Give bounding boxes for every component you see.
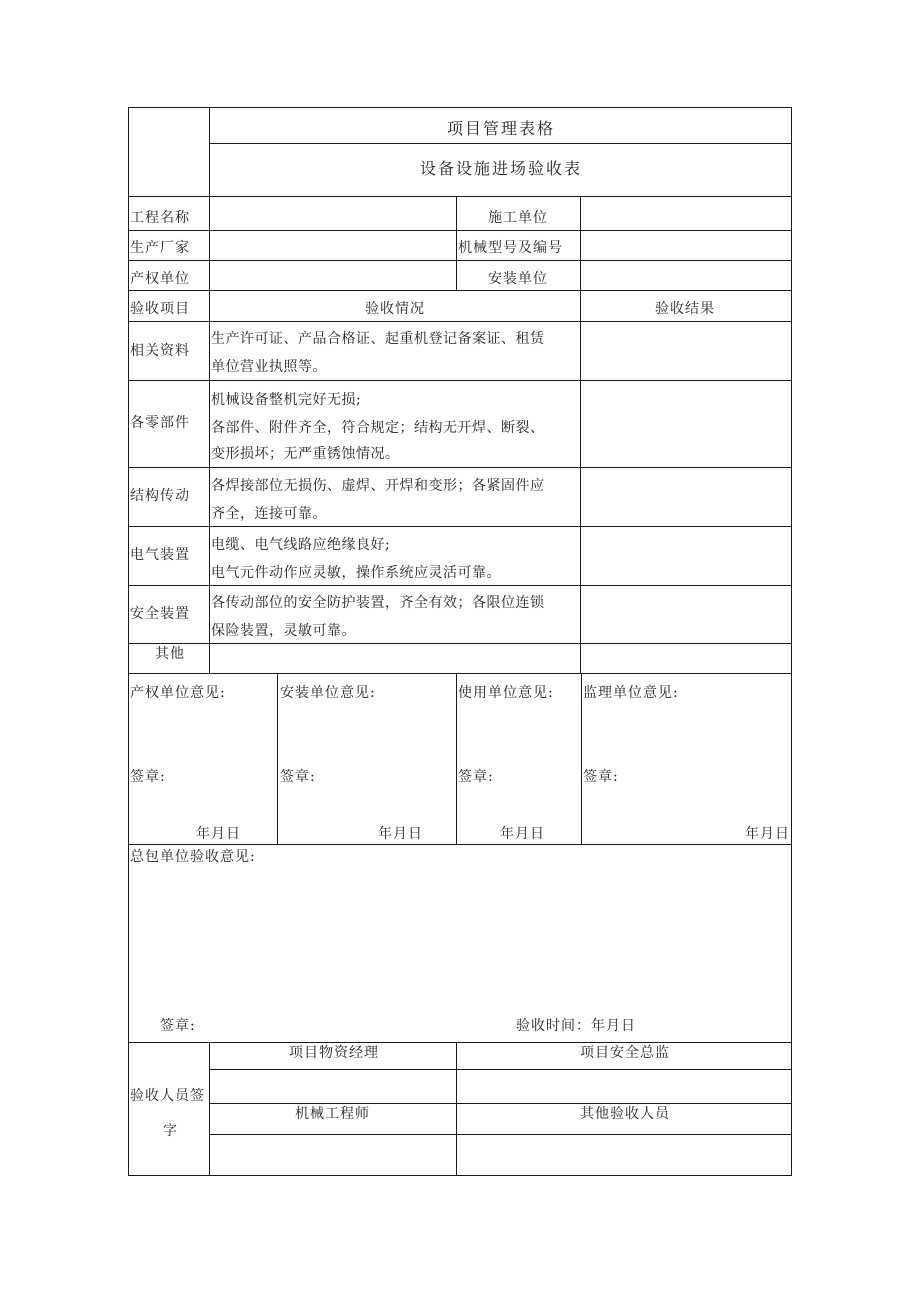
rule — [209, 143, 792, 144]
rule — [128, 1042, 792, 1043]
rule — [791, 107, 792, 1176]
rule — [580, 196, 581, 290]
inspection-text: 各焊接部位无损伤、虚焊、开焊和变形；各紧固件应 — [211, 478, 545, 494]
form-title: 设备设施进场验收表 — [420, 159, 583, 178]
inspection-item: 电气装置 — [130, 547, 190, 563]
general-opinion-label: 总包单位验收意见: — [130, 849, 256, 865]
rule — [128, 290, 792, 291]
rule — [209, 107, 210, 196]
inspection-text: 单位营业执照等。 — [211, 359, 327, 375]
col-item-header: 验收项目 — [130, 301, 190, 317]
rule — [128, 585, 792, 586]
rule — [581, 673, 582, 845]
inspection-item: 相关资料 — [130, 343, 190, 359]
rule — [128, 230, 792, 231]
rule — [209, 1134, 792, 1135]
opinion-stamp: 签章: — [458, 769, 494, 785]
inspection-item: 各零部件 — [130, 415, 190, 431]
opinion-stamp: 签章: — [583, 769, 619, 785]
col-situation-header: 验收情况 — [365, 301, 425, 317]
opinion-label: 使用单位意见: — [458, 685, 554, 701]
opinion-date: 年月日 — [196, 826, 241, 842]
construction-unit-label: 施工单位 — [488, 210, 548, 226]
rule — [456, 1042, 457, 1176]
inspection-text: 电缆、电气线路应绝缘良好; — [211, 537, 391, 553]
col-result-header: 验收结果 — [655, 301, 715, 317]
model-label: 机械型号及编号 — [458, 240, 563, 256]
opinion-label: 安装单位意见: — [280, 685, 376, 701]
rule — [128, 1175, 792, 1176]
other-staff-label: 其他验收人员 — [580, 1106, 670, 1122]
rule — [456, 196, 457, 290]
signature-label-cont: 字 — [163, 1123, 178, 1139]
rule — [128, 380, 792, 381]
material-manager-label: 项目物资经理 — [289, 1045, 379, 1061]
general-time: 验收时间：年月日 — [516, 1018, 636, 1034]
signature-label: 验收人员签 — [130, 1088, 205, 1104]
form-category: 项目管理表格 — [447, 119, 556, 138]
inspection-text: 电气元件动作应灵敏，操作系统应灵活可靠。 — [211, 565, 501, 581]
rule — [128, 196, 792, 197]
rule — [128, 107, 792, 108]
inspection-text: 生产许可证、产品合格证、起重机登记备案证、租赁 — [211, 331, 545, 347]
safety-director-label: 项目安全总监 — [580, 1045, 670, 1061]
opinion-label: 监理单位意见: — [583, 685, 679, 701]
rule — [209, 290, 210, 673]
rule — [128, 643, 792, 644]
inspection-item: 结构传动 — [130, 488, 190, 504]
inspection-text: 机械设备整机完好无损; — [211, 392, 362, 408]
rule — [456, 673, 457, 845]
opinion-date: 年月日 — [745, 826, 790, 842]
rule — [277, 673, 278, 845]
opinion-label: 产权单位意见: — [130, 685, 226, 701]
inspection-text: 保险装置，灵敏可靠。 — [211, 623, 356, 639]
opinion-date: 年月日 — [500, 826, 545, 842]
rule — [209, 1103, 792, 1104]
inspection-text: 各部件、附件齐全，符合规定；结构无开焊、断裂、 — [211, 420, 545, 436]
rule — [128, 526, 792, 527]
install-unit-label: 安装单位 — [488, 271, 548, 287]
rule — [128, 107, 129, 1176]
mech-engineer-label: 机械工程师 — [295, 1106, 370, 1122]
inspection-text: 各传动部位的安全防护装置，齐全有效；各限位连锁 — [211, 595, 545, 611]
opinion-date: 年月日 — [378, 826, 423, 842]
inspection-text: 变形损坏；无严重锈蚀情况。 — [211, 446, 400, 462]
rule — [209, 196, 210, 290]
project-name-label: 工程名称 — [130, 210, 190, 226]
property-unit-label: 产权单位 — [130, 271, 190, 287]
opinion-stamp: 签章: — [280, 769, 316, 785]
rule — [209, 1069, 792, 1070]
inspection-item: 安全装置 — [130, 606, 190, 622]
inspection-item: 其他 — [155, 646, 185, 662]
rule — [580, 290, 581, 673]
rule — [128, 673, 792, 674]
opinion-stamp: 签章: — [130, 769, 166, 785]
rule — [128, 844, 792, 845]
manufacturer-label: 生产厂家 — [130, 240, 190, 256]
rule — [209, 1042, 210, 1176]
general-stamp: 签章: — [160, 1018, 196, 1034]
rule — [128, 260, 792, 261]
rule — [128, 321, 792, 322]
rule — [128, 467, 792, 468]
inspection-text: 齐全，连接可靠。 — [211, 506, 327, 522]
